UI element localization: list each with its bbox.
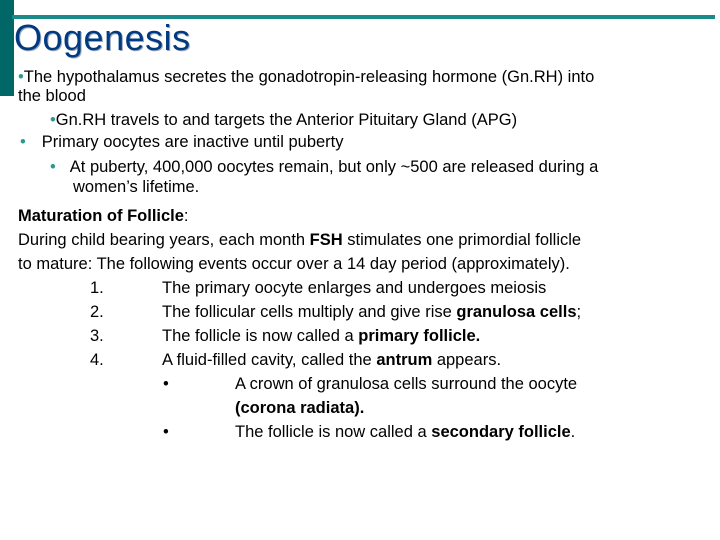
bullet-puberty-cont: women’s lifetime.	[73, 178, 200, 196]
bullet-marker: •	[50, 111, 56, 129]
bullet-text: Primary oocytes are inactive until puberty	[41, 133, 344, 151]
step-number: 3.	[90, 327, 104, 345]
step-text: The follicle is now called a primary follicle.	[162, 327, 481, 345]
step-text: The primary oocyte enlarges and undergoes meiosis	[162, 279, 547, 297]
bullet-puberty	[50, 157, 598, 177]
sub-bullet-text: The follicle is now called a secondary follicle.	[235, 423, 576, 441]
maturation-intro: During child bearing years, each month FSH stimulates one primordial follicle	[18, 231, 582, 249]
bullet-primary-oocytes	[20, 132, 344, 152]
sub-bullet-text: A crown of granulosa cells surround the oocyte	[235, 375, 578, 393]
step-text: A fluid-filled cavity, called the antrum appears.	[162, 351, 502, 369]
bullet-text: The hypothalamus secretes the gonadotropin-releasing hormone (Gn.RH) into	[23, 68, 595, 86]
bullet-hypothalamus	[18, 67, 594, 87]
step-number: 1.	[90, 279, 104, 297]
bullet-marker: •	[50, 158, 56, 176]
bullet-hypothalamus-cont: the blood	[18, 87, 86, 105]
step-number: 4.	[90, 351, 104, 369]
bullet-gnrh	[50, 110, 517, 130]
bullet-text: At puberty, 400,000 oocytes remain, but only ~500 are released during a	[69, 158, 599, 176]
bullet-text: Gn.RH travels to and targets the Anterior Pituitary Gland (APG)	[55, 111, 518, 129]
sub-bullet-text-cont: (corona radiata).	[235, 399, 365, 417]
bullet-marker: •	[20, 133, 26, 151]
step-text: The follicular cells multiply and give rise granulosa cells;	[162, 303, 582, 321]
maturation-heading: Maturation of Follicle:	[18, 207, 189, 225]
slide-title: Oogenesis	[14, 17, 191, 58]
bullet-marker: •	[18, 68, 24, 86]
step-number: 2.	[90, 303, 104, 321]
sub-bullet-marker: •	[163, 423, 169, 441]
sub-bullet-marker: •	[163, 375, 169, 393]
maturation-intro-cont: to mature: The following events occur over a 14 day period (approximately).	[18, 255, 570, 273]
